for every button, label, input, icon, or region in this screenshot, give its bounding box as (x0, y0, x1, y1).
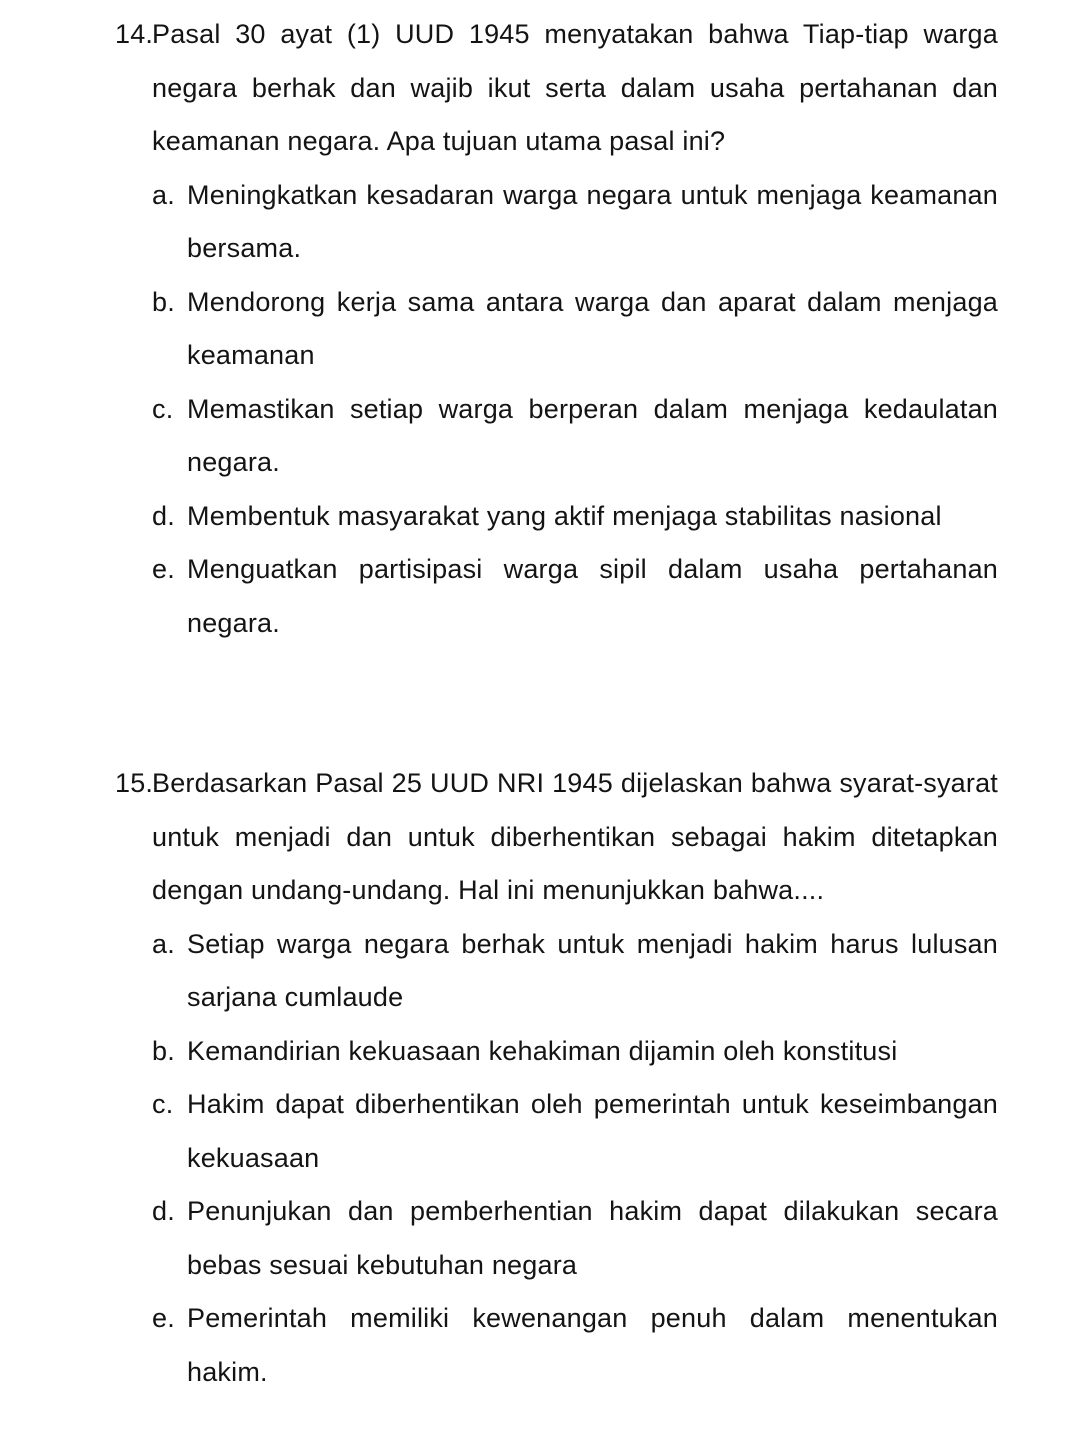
answer-options (0, 169, 1080, 651)
option-a (152, 918, 998, 1025)
option-letter: a. (152, 179, 175, 210)
option-text: Pemerintah memiliki kewenangan penuh dalam menentukan hakim. (187, 1303, 998, 1387)
question-text: Berdasarkan Pasal 25 UUD NRI 1945 dijelaskan bahwa syarat-syarat untuk menjadi dan untuk diberhentikan sebagai hakim ditetapkan dengan undang-undang. Hal ini menunjukkan bahwa.... (152, 768, 998, 905)
option-text: Kemandirian kekuasaan kehakiman dijamin oleh konstitusi (187, 1035, 898, 1066)
question-14 (0, 8, 1080, 650)
option-letter: a. (152, 928, 175, 959)
option-e (152, 1292, 998, 1399)
question-number: 14. (115, 19, 154, 49)
option-letter: e. (152, 1303, 175, 1333)
option-letter: d. (152, 1196, 175, 1226)
option-c (152, 383, 998, 490)
option-b (152, 1025, 998, 1079)
option-letter: c. (152, 1089, 174, 1119)
option-text: Penunjukan dan pemberhentian hakim dapat dilakukan secara bebas sesuai kebutuhan negara (187, 1196, 998, 1280)
option-letter: b. (152, 1035, 175, 1066)
option-text: Hakim dapat diberhentikan oleh pemerintah untuk keseimbangan kekuasaan (187, 1089, 998, 1173)
option-text: Meningkatkan kesadaran warga negara untuk menjaga keamanan bersama. (187, 179, 998, 263)
option-letter: c. (152, 393, 174, 424)
question-number: 15. (115, 768, 154, 798)
option-text: Memastikan setiap warga berperan dalam menjaga kedaulatan negara. (187, 393, 998, 477)
option-d (152, 490, 998, 544)
option-b (152, 276, 998, 383)
question-stem (115, 757, 998, 918)
option-c (152, 1078, 998, 1185)
option-text: Mendorong kerja sama antara warga dan aparat dalam menjaga keamanan (187, 286, 998, 370)
option-text: Setiap warga negara berhak untuk menjadi hakim harus lulusan sarjana cumlaude (187, 928, 998, 1012)
option-a (152, 169, 998, 276)
option-text: Membentuk masyarakat yang aktif menjaga stabilitas nasional (187, 500, 942, 531)
option-text: Menguatkan partisipasi warga sipil dalam usaha pertahanan negara. (187, 554, 998, 638)
option-letter: b. (152, 286, 175, 317)
question-15 (0, 757, 1080, 1399)
question-stem (115, 8, 998, 169)
answer-options (0, 918, 1080, 1400)
option-letter: d. (152, 500, 175, 531)
question-text: Pasal 30 ayat (1) UUD 1945 menyatakan bahwa Tiap-tiap warga negara berhak dan wajib ikut serta dalam usaha pertahanan dan keamanan negara. Apa tujuan utama pasal ini? (152, 19, 998, 156)
option-letter: e. (152, 554, 175, 584)
option-e (152, 543, 998, 650)
option-d (152, 1185, 998, 1292)
